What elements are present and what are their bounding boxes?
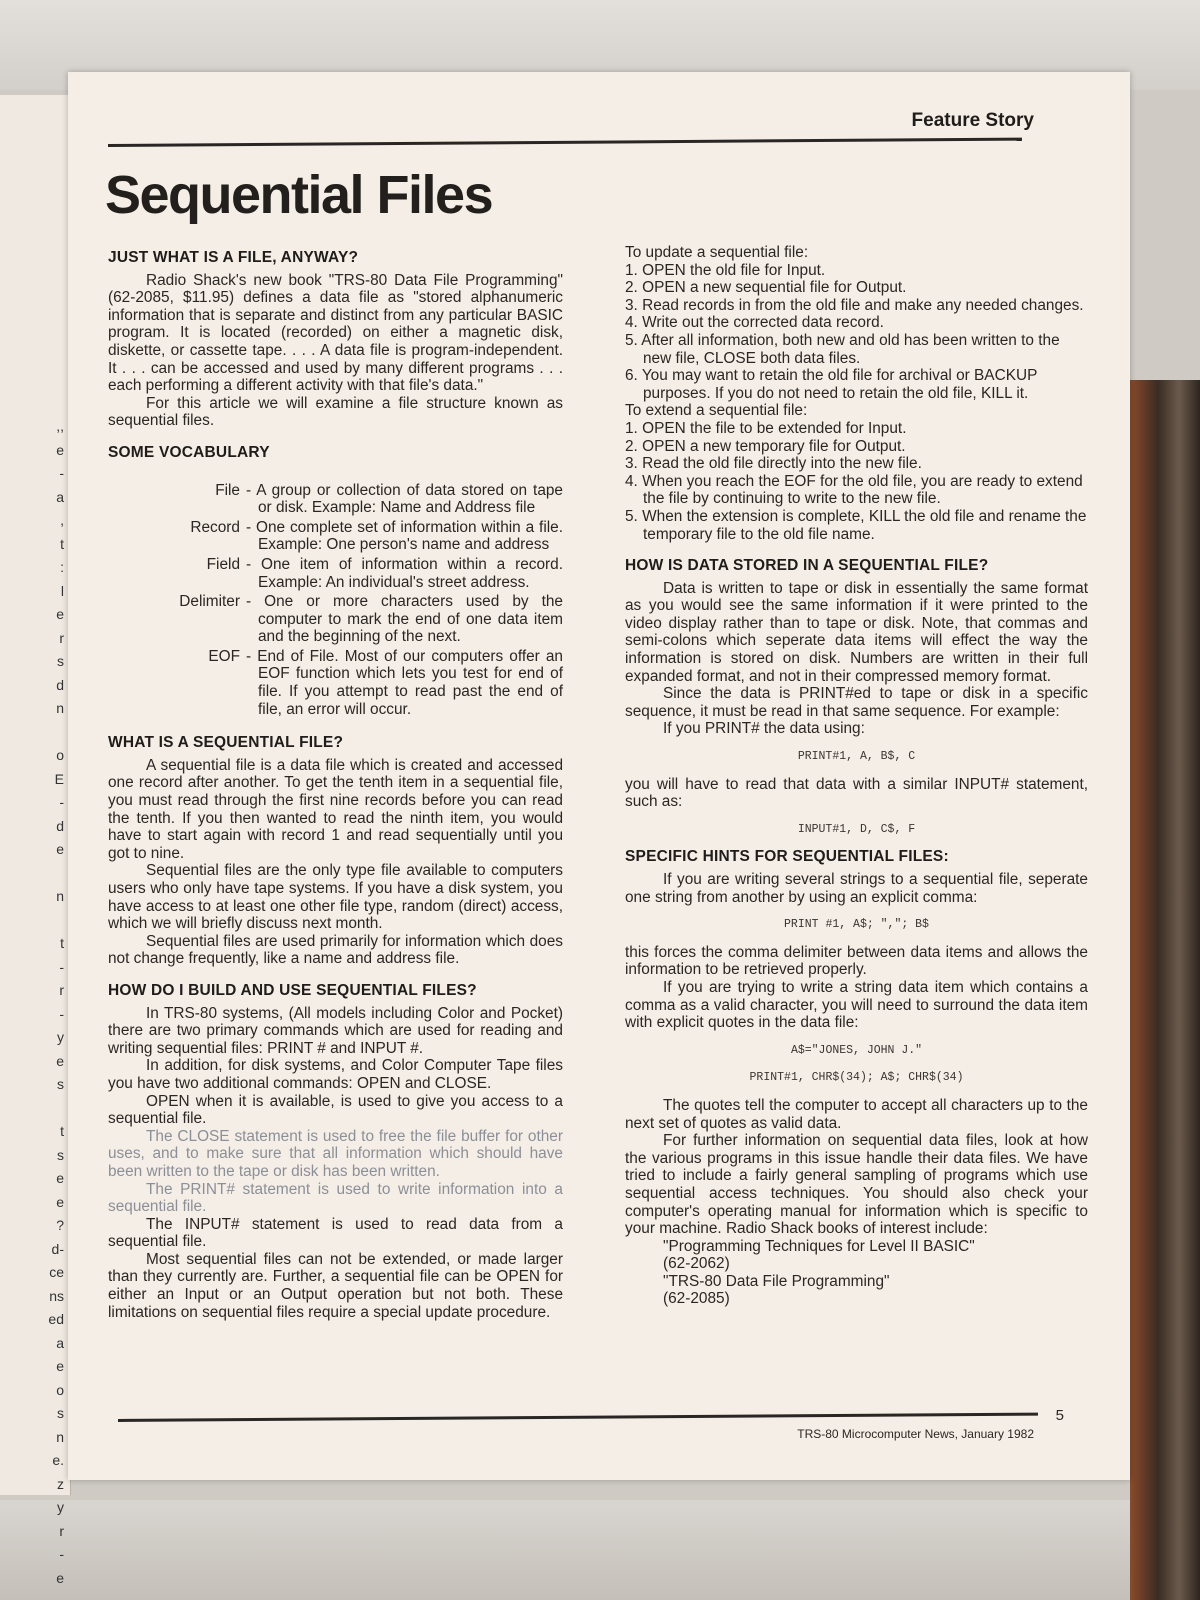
header-rule: [108, 138, 1022, 147]
background-bottom: [0, 1500, 1200, 1600]
paragraph: Since the data is PRINT#ed to tape or disk in a specific sequence, it must be read in that same sequence. For example:: [625, 685, 1088, 720]
paragraph: For this article we will examine a file structure known as sequential files.: [108, 394, 563, 430]
vocab-term: File: [215, 481, 240, 499]
paragraph: you will have to read that data with a similar INPUT# statement, such as:: [625, 775, 1088, 811]
vocab-definition: - One item of information within a record. Example: An individual's street address.: [246, 555, 563, 591]
update-steps: [625, 262, 1088, 403]
paragraph: If you are writing several strings to a sequential file, seperate one string from another by using an explicit comma:: [625, 871, 1088, 906]
vocab-term: Field: [206, 555, 240, 573]
code-line: A$="JONES, JOHN J.": [790, 1043, 923, 1057]
right-column: [625, 244, 1088, 1308]
book-code: (62-2062): [663, 1255, 730, 1273]
book-title: "TRS-80 Data File Programming": [663, 1272, 890, 1290]
paragraph: Radio Shack's new book "TRS-80 Data File Programming" (62-2085, $11.95) defines a data file as "stored alphanumeric information that is separate and distinct from any particular BASIC program. It is located (recorded) on either a magnetic disk, diskette, or cassette tape. . . . A data file is program-independent. It . . . can be accessed and used by many different programs . . . each performing a different activity with that file's data.": [108, 271, 563, 395]
paragraph: A sequential file is a data file which is created and accessed one record after another. To get the tenth item in a sequential file, you must read through the first nine records before you can read the tenth. If you then wanted to read the ninth item, you would have to start again with record 1 and read sequentially until you got to nine.: [108, 756, 563, 862]
section-heading: HOW DO I BUILD AND USE SEQUENTIAL FILES?: [108, 981, 477, 999]
paragraph: The quotes tell the computer to accept all characters up to the next set of quotes as valid data.: [625, 1096, 1088, 1132]
list-item: 3. Read the old file directly into the new file.: [625, 455, 922, 473]
background-right: [1130, 380, 1200, 1600]
book-title: "Programming Techniques for Level II BASIC": [663, 1237, 975, 1255]
paragraph: The INPUT# statement is used to read data from a sequential file.: [108, 1215, 563, 1251]
paragraph: In addition, for disk systems, and Color Computer Tape files you have two additional commands: OPEN and CLOSE.: [108, 1057, 563, 1092]
code-line: PRINT #1, A$; ","; B$: [784, 918, 929, 932]
list-item: 4. When you reach the EOF for the old file, you are ready to extend the file by continuing to write to the new file.: [625, 472, 1083, 508]
list-item: 2. OPEN a new sequential file for Output.: [625, 279, 907, 297]
facing-page-edge: [0, 95, 71, 1586]
code-line: INPUT#1, D, C$, F: [797, 822, 916, 836]
list-item: 3. Read records in from the old file and make any needed changes.: [625, 296, 1084, 314]
vocabulary-list: [108, 482, 563, 719]
list-item: 2. OPEN a new temporary file for Output.: [625, 437, 906, 455]
vocab-row: [108, 593, 563, 646]
paragraph: this forces the comma delimiter between data items and allows the information to be retrieved properly.: [625, 943, 1088, 979]
vocab-term: Record: [190, 518, 240, 536]
facing-page-text: ,, e - a , t : l e r s d n o E - d e n t - r - y e s t s e e ? d- ce ns ed a e o s n e. z y r - e: [48, 418, 64, 1586]
paragraph: Most sequential files can not be extended, or made larger than they currently are. Further, a sequential file can be OPEN for either an Input or an Output operation but not both. These limitations on sequential files require a special update procedure.: [108, 1250, 563, 1321]
footer-rule: [118, 1413, 1038, 1422]
section-heading: JUST WHAT IS A FILE, ANYWAY?: [108, 249, 359, 266]
paragraph: For further information on sequential data files, look at how the various programs in this issue handle their data files. We have tried to include a fairly general sampling of programs which use sequential access techniques. You should also check your computer's operating manual for information which is specific to your machine. Radio Shack books of interest include:: [625, 1132, 1088, 1238]
vocab-row: [108, 482, 563, 517]
list-item: 6. You may want to retain the old file for archival or BACKUP purposes. If you do not need to retain the old file, KILL it.: [625, 367, 1038, 402]
list-item: 5. When the extension is complete, KILL the old file and rename the temporary file to the old file name.: [625, 507, 1087, 543]
list-intro: To update a sequential file:: [625, 244, 809, 261]
paragraph: Sequential files are used primarily for information which does not change frequently, like a name and address file.: [108, 932, 563, 968]
paragraph: The PRINT# statement is used to write information into a sequential file.: [108, 1180, 563, 1216]
section-heading: WHAT IS A SEQUENTIAL FILE?: [108, 734, 344, 752]
paragraph: OPEN when it is available, is used to give you access to a sequential file.: [108, 1092, 563, 1128]
code-line: PRINT#1, A, B$, C: [797, 750, 916, 764]
list-intro: To extend a sequential file:: [625, 402, 808, 420]
publication-footer: TRS-80 Microcomputer News, January 1982: [797, 1427, 1034, 1441]
section-heading: SPECIFIC HINTS FOR SEQUENTIAL FILES:: [625, 848, 949, 866]
vocab-definition: - One or more characters used by the computer to mark the end of one data item and the beginning of the next.: [246, 593, 563, 646]
vocab-definition: - A group or collection of data stored on tape or disk. Example: Name and Address file: [246, 481, 563, 517]
vocab-definition: - End of File. Most of our computers offer an EOF function which lets you test for end of file. If you attempt to read past the end of file, an error will occur.: [246, 647, 563, 718]
section-heading: SOME VOCABULARY: [108, 443, 270, 461]
vocab-row: [108, 648, 563, 718]
paragraph: In TRS-80 systems, (All models including Color and Pocket) there are two primary commands which are used for reading and writing sequential files: PRINT # and INPUT #.: [108, 1004, 563, 1057]
magazine-page: [68, 72, 1130, 1480]
vocab-term: Delimiter: [179, 593, 240, 611]
paragraph: If you are trying to write a string data item which contains a comma as a valid character, you will need to surround the data item with explicit quotes in the data file:: [625, 978, 1088, 1032]
left-column: [108, 249, 563, 1321]
vocab-row: [108, 556, 563, 591]
page-number: 5: [1055, 1407, 1064, 1424]
list-item: 4. Write out the corrected data record.: [625, 314, 884, 332]
list-item: 1. OPEN the old file for Input.: [625, 261, 826, 279]
book-code: (62-2085): [663, 1290, 730, 1308]
list-item: 5. After all information, both new and old has been written to the new file, CLOSE both data files.: [625, 331, 1060, 367]
paragraph: The CLOSE statement is used to free the file buffer for other uses, and to make sure that all information which should have been written to the tape or disk has been written.: [108, 1127, 563, 1180]
section-label: Feature Story: [911, 110, 1034, 131]
code-line: PRINT#1, CHR$(34); A$; CHR$(34): [749, 1071, 964, 1085]
paragraph: Sequential files are the only type file available to computers users who only have tape systems. If you have a disk system, you have access to at least one other file type, random (direct) access, which we will briefly discuss next month.: [108, 862, 563, 933]
vocab-row: [108, 519, 563, 554]
vocab-definition: - One complete set of information within a file. Example: One person's name and address: [246, 518, 563, 554]
paragraph: If you PRINT# the data using:: [663, 720, 865, 738]
section-heading: HOW IS DATA STORED IN A SEQUENTIAL FILE?: [625, 557, 989, 575]
paragraph: Data is written to tape or disk in essentially the same format as you would see the same information if it were printed to the video display rather than to tape or disk. Note, that commas and semi-colons which seperate data items will effect the way the information is stored on disk. Numbers are written in their full expanded format, and not in their compressed memory format.: [625, 579, 1088, 685]
page-title: Sequential Files: [105, 165, 493, 225]
vocab-term: EOF: [208, 647, 240, 665]
extend-steps: [625, 420, 1088, 543]
list-item: 1. OPEN the file to be extended for Input.: [625, 419, 907, 437]
